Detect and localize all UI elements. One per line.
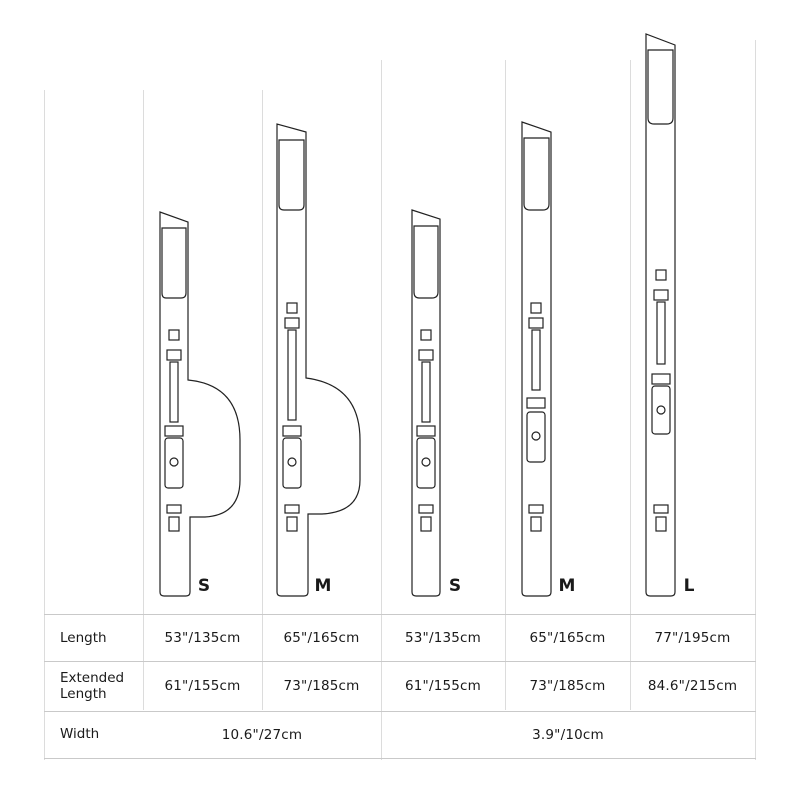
length-cell: 77"/195cm [654,629,731,646]
row-label-length: Length [60,630,107,646]
row-label-extended-length [60,670,124,702]
rod-bag-m-slim-drawing [522,122,551,596]
size-label: M [314,576,332,596]
extended-length-cell: 73"/185cm [529,678,606,694]
rod-bag-s-slim-drawing [412,210,440,596]
size-label: S [448,576,462,596]
length-cell: 65"/165cm [529,629,606,646]
length-cell: 53"/135cm [164,629,241,646]
rod-bag-l-slim-drawing [646,34,675,596]
table-line [44,758,756,759]
length-cell: 65"/165cm [283,629,360,646]
extended-length-cell: 61"/155cm [164,678,241,694]
row-label-width: Width [60,726,100,742]
length-cell: 53"/135cm [404,629,482,646]
rod-bag-m-reel-drawing [277,124,360,596]
row-label-line: Length [60,686,107,702]
size-label: S [197,576,211,596]
extended-length-cell: 61"/155cm [404,678,482,694]
size-label: L [683,576,695,596]
size-label: M [558,576,576,596]
extended-length-cell: 73"/185cm [283,678,360,694]
width-cell: 10.6"/27cm [221,726,303,743]
row-label-line: Extended [60,670,125,686]
width-cell: 3.9"/10cm [532,726,604,743]
rod-bag-s-reel-drawing [160,212,240,596]
extended-length-cell: 84.6"/215cm [647,678,738,694]
